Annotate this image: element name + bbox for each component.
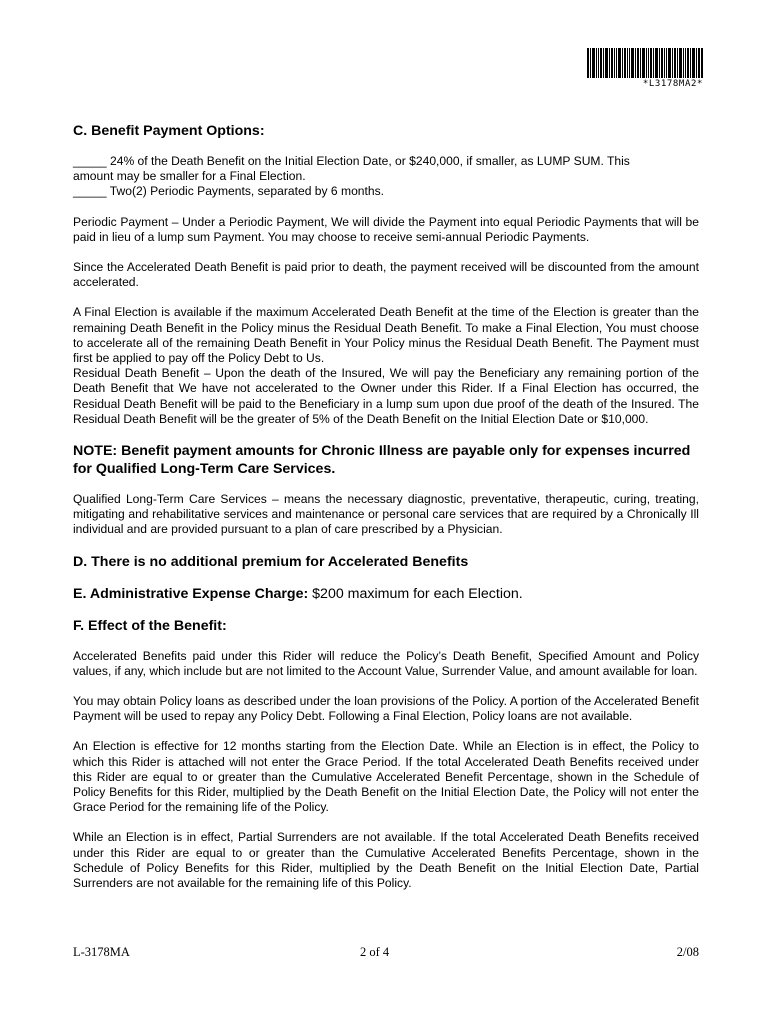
periodic-payment-paragraph: Periodic Payment – Under a Periodic Payment, We will divide the Payment into equal Periodic Payments that will be paid in lieu of a lump sum Payment. You may choose to receive semi-annual Periodic Payments. [73,214,699,244]
barcode-graphic [587,48,703,78]
effect-paragraph-4: While an Election is in effect, Partial Surrenders are not available. If the total Accelerated Death Benefits received under this Rider are equal to or greater than the Cumulative Accelerated Benefits Percentage, shown in the Schedule of Policy Benefits for this Rider, multiplied by the Death Benefit on the Initial Election Date, Partial Surrenders are not available for the remaining life of this Policy. [73,830,699,891]
barcode [587,48,705,94]
section-e-heading [73,585,699,603]
section-f-heading: F. Effect of the Benefit: [73,617,227,634]
option-periodic-payments: _____ Two(2) Periodic Payments, separated by 6 months. [73,184,385,199]
discount-paragraph: Since the Accelerated Death Benefit is paid prior to death, the payment received will be discounted from the amount accelerated. [73,260,699,290]
chronic-illness-note: NOTE: Benefit payment amounts for Chronic Illness are payable only for expenses incurred for Qualified Long-Term Care Services. [73,443,691,478]
page-footer [73,945,699,961]
section-d-heading: D. There is no additional premium for Accelerated Benefits [73,553,469,570]
page-number: 2 of 4 [360,945,390,959]
effect-paragraph-2: You may obtain Policy loans as described under the loan provisions of the Policy. A portion of the Accelerated Benefit Payment will be used to repay any Policy Debt. Following a Final Election, Policy loans are not available. [73,694,699,724]
section-e-value: $200 maximum for each Election. [312,585,523,602]
option-lump-sum-line-2: amount may be smaller for a Final Election. [73,169,306,184]
form-number: L-3178MA [73,945,130,959]
document-body [73,122,699,906]
option-lump-sum-line-1: _____ 24% of the Death Benefit on the Initial Election Date, or $240,000, if smaller, as LUMP SUM. This [73,154,630,168]
final-election-paragraph: A Final Election is available if the maximum Accelerated Death Benefit at the time of the Election is greater than the remaining Death Benefit in the Policy minus the Residual Death Benefit. To make a Final Election, You must choose to accelerate all of the remaining Death Benefit in Your Policy minus the Residual Death Benefit. The Payment must first be applied to pay off the Policy Debt to Us. [73,305,699,366]
barcode-text: *L3178MA2* [642,79,703,89]
revision-date: 2/08 [676,945,699,959]
section-e-label: E. Administrative Expense Charge: [73,585,309,602]
residual-death-benefit-paragraph: Residual Death Benefit – Upon the death of the Insured, We will pay the Beneficiary any remaining portion of the Death Benefit that We have not accelerated to the Owner under this Rider. If a Final Election has occurred, the Residual Death Benefit will be paid to the Beneficiary in a lump sum upon due proof of the death of the Insured. The Residual Death Benefit will be the greater of 5% of the Death Benefit on the Initial Election Date or $10,000. [73,366,699,426]
section-c-heading: C. Benefit Payment Options: [73,123,265,139]
effect-paragraph-1: Accelerated Benefits paid under this Rider will reduce the Policy’s Death Benefit, Specified Amount and Policy values, if any, which include but are not limited to the Account Value, Surrender Value, and amount available for loan. [73,648,699,678]
effect-paragraph-3: An Election is effective for 12 months starting from the Election Date. While an Election is in effect, the Policy to which this Rider is attached will not enter the Grace Period. If the total Accelerated Death Benefits received under this Rider are equal to or greater than the Cumulative Accelerated Benefit Percentage, shown in the Schedule of Policy Benefits for this Rider, multiplied by the Death Benefit on the Initial Election Date, the Policy will not enter the Grace Period for the remaining life of the Policy. [73,739,699,815]
qualified-ltc-paragraph: Qualified Long-Term Care Services – means the necessary diagnostic, preventative, therapeutic, curing, treating, mitigating and rehabilitative services and maintenance or personal care services that are required by a Chronically Ill individual and are provided pursuant to a plan of care prescribed by a Physician. [73,492,699,537]
